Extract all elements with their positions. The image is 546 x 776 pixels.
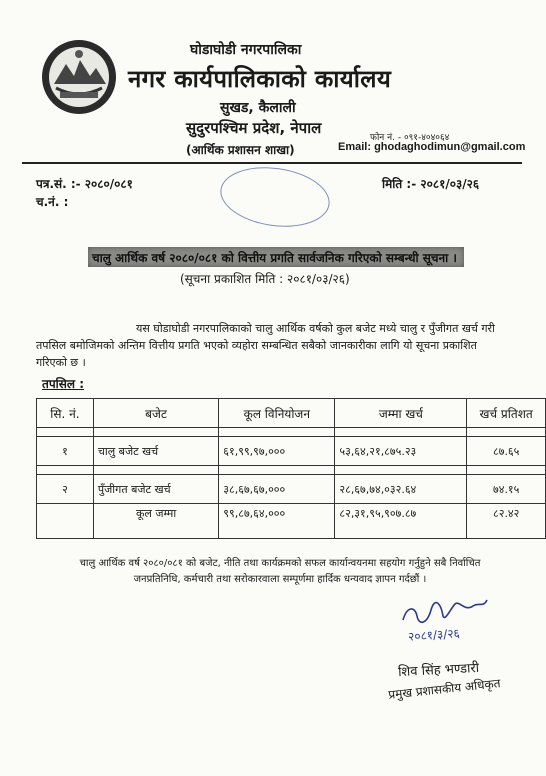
municipality-name: घोडाघोडी नगरपालिका [190,42,302,58]
office-stamp [216,161,333,234]
table-row [37,437,546,466]
municipality-emblem [40,38,118,116]
total-percentage: ८२.४२ [467,504,546,539]
cell-budget: चालु बजेट खर्च [93,437,218,466]
cell-expenditure: २८,६७,७४,०३२.६४ [335,475,467,504]
total-expenditure: ८२,३१,९५,९०७.८७ [335,504,467,539]
letter-date: मिति :- २०८१/०३/२६ [382,177,480,191]
total-allocation: ९९,८७,६४,००० [219,504,335,539]
phone-number: फोन नं. - ०९१-४०४०६४ [370,133,450,143]
cell-expenditure: ५३,६४,२१,८७५.२३ [335,437,467,466]
header-serial: सि. नं. [37,399,94,428]
dispatch-number: च.नं. : [36,195,69,209]
thanks-note: चालु आर्थिक वर्ष २०८०/०८१ को बजेट, नीति तथा कार्यक्रमको सफल कार्यान्वयनमा सहयोग गर्नुहुने सबै निर्वाचित जनप्रतिनिधि, कर्मचारी तथा सरोकारवाला सम्पूर्णमा हार्दिक धन्यवाद ज्ञापन गर्दछौं । [79,558,481,585]
header-allocation: कूल विनियोजन [219,399,335,428]
cell-percentage: ७४.१५ [467,475,546,504]
cell-allocation: ३८,६७,६७,००० [219,475,335,504]
signature-date: २०८१/३/२६ [407,626,461,644]
table-header-row [37,399,546,428]
cell-serial [37,504,94,539]
cell-serial: २ [37,475,94,504]
table-total-row [37,504,546,539]
signer-name: शिव सिंह भण्डारी [397,660,480,681]
header-budget: बजेट [93,399,218,428]
signer-title: प्रमुख प्रशासकीय अधिकृत [387,676,502,702]
table-spacer [37,466,546,475]
letter-reference-number: पत्र.सं. :- २०८०/०८१ [36,177,133,191]
cell-serial: १ [37,437,94,466]
cell-percentage: ८७.६५ [467,437,546,466]
table-spacer [37,428,546,437]
published-date: (सूचना प्रकाशित मिति : २०८१/०३/२६) [180,272,350,286]
office-name: नगर कार्यपालिकाको कार्यालय [128,65,392,93]
header-expenditure: जम्मा खर्च [335,399,467,428]
address-line-1: सुखड, कैलाली [220,100,296,116]
address-line-2: सुदुरपश्चिम प्रदेश, नेपाल [186,119,322,137]
branch-name: (आर्थिक प्रशासन शाखा) [186,143,295,157]
budget-progress-table [36,398,546,539]
header-divider [22,162,522,164]
cell-budget: पुँजीगत बजेट खर्च [93,475,218,504]
notice-subject: चालु आर्थिक वर्ष २०८०/०८१ को वित्तीय प्रगति सार्वजनिक गरिएको सम्बन्धी सूचना । [92,251,457,265]
details-label: तपसिल : [42,377,84,391]
total-label: कूल जम्मा [93,504,218,539]
header-percentage: खर्च प्रतिशत [467,399,546,428]
cell-allocation: ६१,९९,९७,००० [219,437,335,466]
notice-body: यस घोडाघोडी नगरपालिकाको चालु आर्थिक वर्षको कुल बजेट मध्ये चालु र पुँजीगत खर्च गरी तपसिल बमोजिमको अन्तिम वित्तीय प्रगति भएको व्यहोरा सम्बन्धित सबैको जानकारीका लागि यो सूचना प्रकाशित गरिएको छ । [36,322,495,369]
email-address: Email: ghodaghodimun@gmail.com [338,141,526,153]
table-row [37,475,546,504]
